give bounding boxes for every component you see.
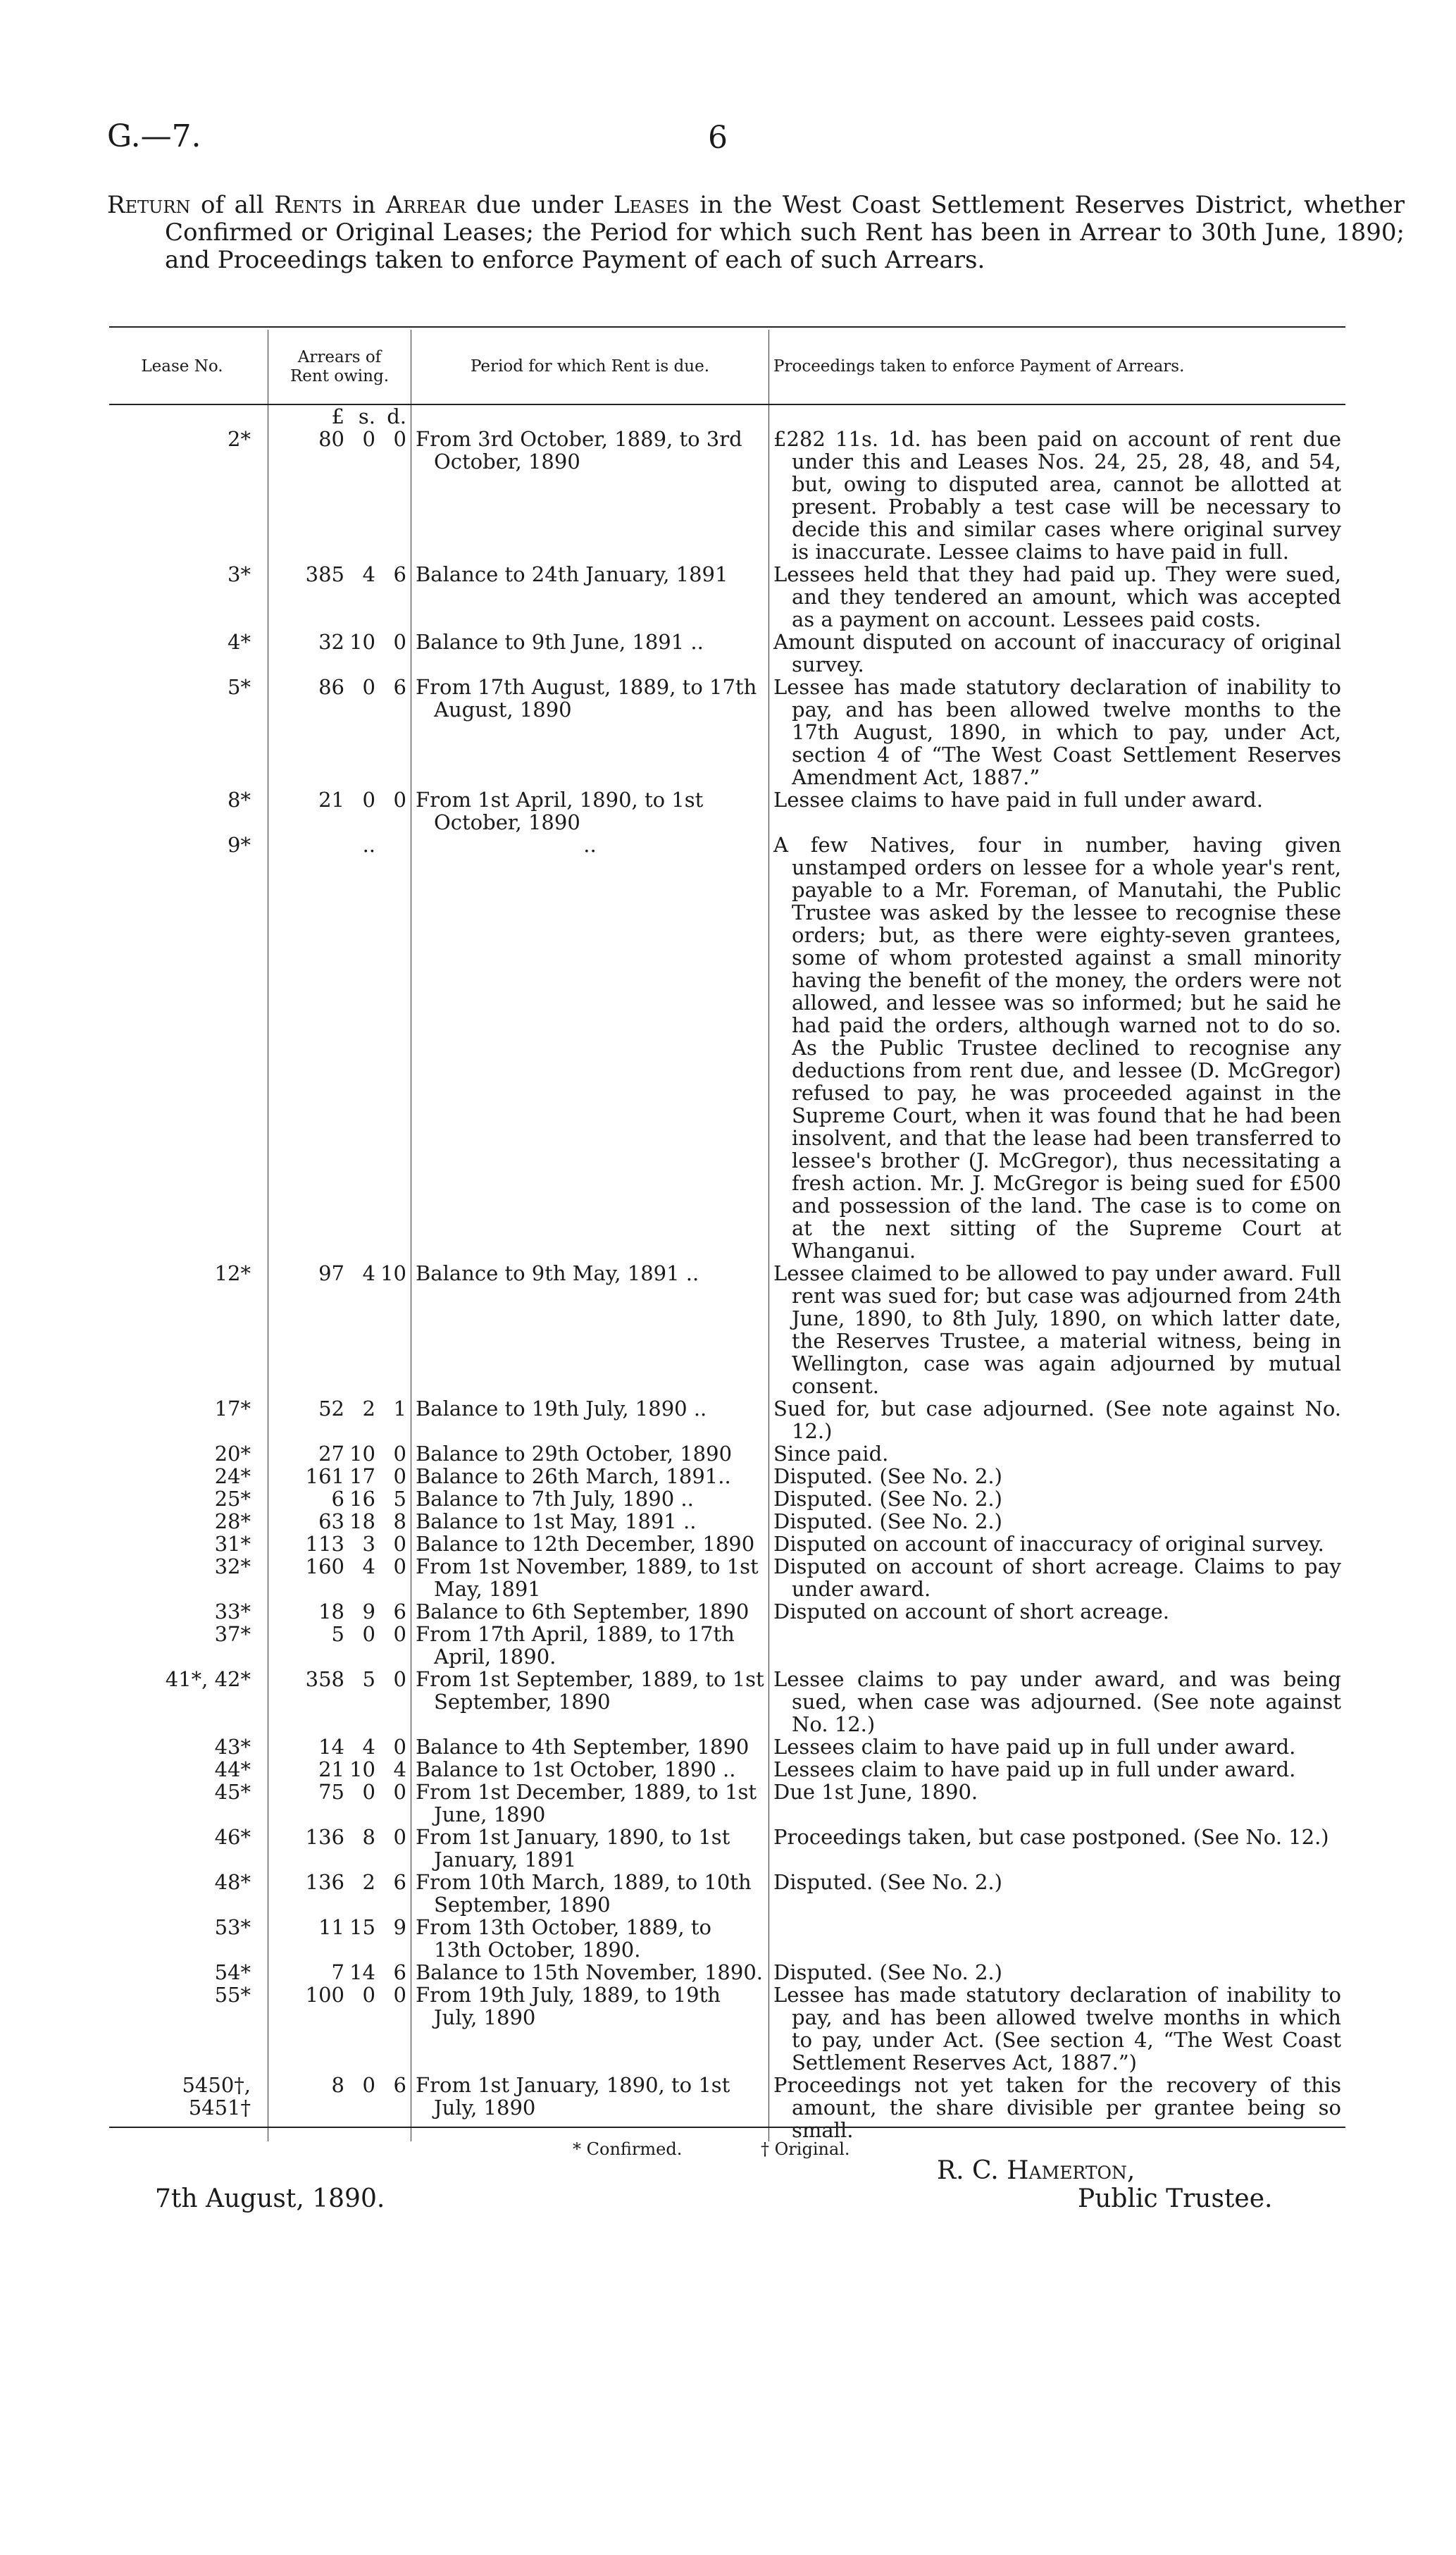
arrears-pence: 0 (393, 1622, 406, 1646)
arrears-amount (268, 676, 411, 788)
lease-number: 31* (214, 1532, 251, 1556)
arrears-pounds: 32 (318, 630, 344, 654)
proceedings-text: Lessee claims to pay under award, and was being sued, when case was adjourned. (See note against No. 12.) (769, 1668, 1346, 1736)
arrears-shillings: 0 (362, 1983, 375, 2007)
signatory-title: Public Trustee. (1078, 2184, 1273, 2213)
table-row (109, 1736, 1345, 1758)
rent-period: .. (411, 834, 769, 1262)
page-number: 6 (708, 120, 728, 156)
table-row (109, 2074, 1345, 2141)
arrears-pence: 0 (393, 427, 406, 451)
proceedings-text: Since paid. (769, 1442, 1346, 1465)
table-row (109, 1826, 1345, 1871)
arrears-shillings: 0 (362, 1622, 375, 1646)
table-row (109, 1442, 1345, 1465)
title-text-3: due under (466, 191, 614, 219)
arrears-amount (268, 1961, 411, 1984)
arrears-pounds: 63 (318, 1509, 344, 1533)
arrears-amount (268, 631, 411, 676)
arrears-amount (268, 1442, 411, 1465)
arrears-amount (268, 1736, 411, 1758)
top-rule (109, 326, 1345, 328)
lease-number: 48* (214, 1870, 251, 1894)
arrears-amount (268, 2074, 411, 2141)
arrears-amount (268, 1916, 411, 1961)
arrears-pence (375, 834, 406, 856)
lease-number: 37* (214, 1622, 251, 1646)
proceedings-text: Disputed on account of short acreage. Claims to pay under award. (769, 1555, 1346, 1600)
col-header-arrears-line1: Arrears of (297, 347, 382, 366)
arrears-shillings: 0 (362, 675, 375, 699)
table-row (109, 1961, 1345, 1984)
table-row (109, 1781, 1345, 1826)
signatory-initials: R. C. (937, 2156, 1007, 2185)
table-row (109, 1533, 1345, 1555)
arrears-pounds: 100 (305, 1983, 344, 2007)
rent-period: From 1st November, 1889, to 1st May, 1891 (411, 1555, 769, 1600)
proceedings-text (769, 1916, 1346, 1961)
lease-number: 2* (228, 427, 251, 451)
rent-period: Balance to 12th December, 1890 (411, 1533, 769, 1555)
unit-shillings: s. (358, 404, 375, 428)
proceedings-text: £282 11s. 1d. has been paid on account of rent due under this and Leases Nos. 24, 25, 28, 48, and 54, but, owing to disputed area, cannot be allotted at present. Probably a test case will be necessary to decide this and similar cases where original survey is inaccurate. Lessee claims to have paid in full. (769, 428, 1346, 563)
arrears-amount (268, 1826, 411, 1871)
arrears-pounds: 5 (331, 1622, 344, 1646)
col-header-lease: Lease No. (109, 330, 268, 404)
col-header-period: Period for which Rent is due. (411, 330, 769, 404)
lease-number: 28* (214, 1509, 251, 1533)
proceedings-text: Disputed on account of short acreage. (769, 1600, 1346, 1623)
lease-number: 55* (214, 1983, 251, 2007)
arrears-amount (268, 1623, 411, 1668)
lease-number: 9* (228, 833, 251, 857)
arrears-pence: 6 (393, 1600, 406, 1623)
arrears-pence: 0 (393, 1464, 406, 1488)
table-row (109, 834, 1345, 1262)
lease-number: 46* (214, 1825, 251, 1849)
proceedings-text (769, 1623, 1346, 1668)
title-text-2: in (342, 191, 386, 219)
report-date: 7th August, 1890. (155, 2184, 385, 2213)
arrears-shillings: 4 (362, 1554, 375, 1578)
lease-number: 24* (214, 1464, 251, 1488)
proceedings-text: Lessee claimed to be allowed to pay under award. Full rent was sued for; but case was adjourned from 24th June, 1890, to 8th July, 1890, on which latter date, the Reserves Trustee, a material witness, being in Wellington, case was again adjourned by mutual consent. (769, 1262, 1346, 1397)
lease-number: 43* (214, 1735, 251, 1759)
arrears-amount (268, 1781, 411, 1826)
proceedings-text: Proceedings not yet taken for the recovery of this amount, the share divisible per grantee being so small. (769, 2074, 1346, 2141)
rent-period: From 10th March, 1889, to 10th September, 1890 (411, 1871, 769, 1916)
proceedings-text: Lessees held that they had paid up. They were sued, and they tendered an amount, which was accepted as a payment on account. Lessees paid costs. (769, 563, 1346, 631)
table-header-row (109, 330, 1345, 404)
arrears-amount (268, 834, 411, 1262)
arrears-shillings: 0 (362, 1780, 375, 1804)
arrears-pounds: 113 (305, 1532, 344, 1556)
arrears-pence: 0 (393, 1532, 406, 1556)
bottom-rule (109, 2127, 1345, 2128)
arrears-pounds: 136 (305, 1870, 344, 1894)
rent-period: Balance to 6th September, 1890 (411, 1600, 769, 1623)
lease-number: 54* (214, 1960, 251, 1984)
arrears-pence: 6 (393, 562, 406, 586)
table-row (109, 1510, 1345, 1533)
title-word-rents: Rents (274, 191, 342, 219)
arrears-pounds: 21 (318, 788, 344, 812)
arrears-shillings: 0 (362, 2073, 375, 2097)
arrears-shillings: 2 (362, 1870, 375, 1894)
arrears-pence: 0 (393, 1442, 406, 1466)
footnote-confirmed: * Confirmed. (573, 2139, 683, 2159)
arrears-amount (268, 1465, 411, 1487)
lease-number: 44* (214, 1757, 251, 1781)
lease-number: 45* (214, 1780, 251, 1804)
rent-period: Balance to 7th July, 1890 .. (411, 1487, 769, 1510)
title-word-return: Return (107, 191, 191, 219)
rent-period: From 1st December, 1889, to 1st June, 1890 (411, 1781, 769, 1826)
signatory-comma: , (1126, 2156, 1135, 2185)
proceedings-text: Proceedings taken, but case postponed. (See No. 12.) (769, 1826, 1346, 1871)
arrears-pounds: 18 (318, 1600, 344, 1623)
signatory-name (937, 2156, 1135, 2185)
proceedings-text: Lessees claim to have paid up in full under award. (769, 1736, 1346, 1758)
title-word-leases: Leases (613, 191, 690, 219)
arrears-pence: 0 (393, 1825, 406, 1849)
arrears-pounds: 358 (305, 1667, 344, 1691)
table-row (109, 788, 1345, 834)
lease-number: 4* (228, 630, 251, 654)
return-title (107, 192, 1405, 274)
lease-number: 12* (214, 1261, 251, 1285)
arrears-pounds: 385 (305, 562, 344, 586)
lease-number: 8* (228, 788, 251, 812)
lease-number: 32* (214, 1554, 251, 1578)
arrears-pounds: 160 (305, 1554, 344, 1578)
arrears-amount (268, 1871, 411, 1916)
lease-number: 41*, 42* (165, 1667, 251, 1691)
arrears-pence: 1 (393, 1397, 406, 1421)
rent-period: From 13th October, 1889, to 13th October, 1890. (411, 1916, 769, 1961)
table-row (109, 1871, 1345, 1916)
proceedings-text: Disputed. (See No. 2.) (769, 1961, 1346, 1984)
proceedings-text: Amount disputed on account of inaccuracy of original survey. (769, 631, 1346, 676)
arrears-pence: 0 (393, 1667, 406, 1691)
proceedings-text: Disputed. (See No. 2.) (769, 1871, 1346, 1916)
proceedings-text: Lessee has made statutory declaration of inability to pay, and has been allowed twelve months in which to pay, under Act. (See section 4, “The West Coast Settlement Reserves Act, 1887.”) (769, 1984, 1346, 2074)
arrears-shillings: 5 (362, 1667, 375, 1691)
rent-period: From 17th April, 1889, to 17th April, 1890. (411, 1623, 769, 1668)
rent-period: Balance to 9th June, 1891 .. (411, 631, 769, 676)
arrears-shillings: 14 (349, 1960, 375, 1984)
footnote-original: † Original. (761, 2139, 850, 2159)
unit-pence: d. (387, 404, 406, 428)
arrears-amount (268, 788, 411, 834)
lease-number: 33* (214, 1600, 251, 1623)
arrears-shillings: 0 (362, 788, 375, 812)
rent-period: From 19th July, 1889, to 19th July, 1890 (411, 1984, 769, 2074)
rent-period: Balance to 24th January, 1891 (411, 563, 769, 631)
arrears-pence: 8 (393, 1509, 406, 1533)
arrears-shillings: 3 (362, 1532, 375, 1556)
arrears-amount (268, 1397, 411, 1442)
proceedings-text: Disputed. (See No. 2.) (769, 1487, 1346, 1510)
arrears-pounds: 7 (331, 1960, 344, 1984)
table-row (109, 1262, 1345, 1397)
rent-period: From 3rd October, 1889, to 3rd October, 1890 (411, 428, 769, 563)
table-row (109, 631, 1345, 676)
arrears-pence: 4 (393, 1757, 406, 1781)
arrears-amount (268, 428, 411, 563)
arrears-pence: 0 (393, 1780, 406, 1804)
table-row (109, 1916, 1345, 1961)
proceedings-text: Lessees claim to have paid up in full under award. (769, 1758, 1346, 1781)
arrears-pence: 6 (393, 1960, 406, 1984)
table-row (109, 563, 1345, 631)
table-row (109, 1487, 1345, 1510)
arrears-pounds: 161 (305, 1464, 344, 1488)
proceedings-text: Sued for, but case adjourned. (See note against No. 12.) (769, 1397, 1346, 1442)
arrears-pence: 0 (393, 1554, 406, 1578)
arrears-pence: 10 (380, 1261, 406, 1285)
title-text-4: in the West Coast Settlement Reserves District, whether Confirmed or Original Leases; the Period for which such Rent has been in Arrear to 30th June, 1890; and Proceedings taken to enforce Payment of each of such Arrears. (165, 191, 1405, 274)
arrears-pounds: 80 (318, 427, 344, 451)
arrears-amount (268, 1758, 411, 1781)
arrears-amount (268, 1668, 411, 1736)
arrears-shillings: 17 (349, 1464, 375, 1488)
lease-number: 17* (214, 1397, 251, 1421)
rent-period: Balance to 1st October, 1890 .. (411, 1758, 769, 1781)
lease-number: 53* (214, 1915, 251, 1939)
arrears-shillings: 4 (362, 562, 375, 586)
arrears-pence: 5 (393, 1487, 406, 1511)
proceedings-text: Disputed on account of inaccuracy of original survey. (769, 1533, 1346, 1555)
arrears-pence: 0 (393, 630, 406, 654)
arrears-pounds: 11 (318, 1915, 344, 1939)
col-header-arrears-line2: Rent owing. (290, 366, 390, 385)
arrears-shillings: 9 (362, 1600, 375, 1623)
arrears-pounds: 75 (318, 1780, 344, 1804)
lease-number: 3* (228, 562, 251, 586)
arrears-pounds: 97 (318, 1261, 344, 1285)
proceedings-text: Lessee has made statutory declaration of inability to pay, and has been allowed twelve months to the 17th August, 1890, in which to pay, under Act, section 4 of “The West Coast Settlement Reserves Amendment Act, 1887.” (769, 676, 1346, 788)
rent-period: From 1st September, 1889, to 1st September, 1890 (411, 1668, 769, 1736)
table-row (109, 1668, 1345, 1736)
arrears-pounds: 136 (305, 1825, 344, 1849)
arrears-pounds: 14 (318, 1735, 344, 1759)
rent-period: Balance to 26th March, 1891.. (411, 1465, 769, 1487)
table-row (109, 1555, 1345, 1600)
table-row (109, 1600, 1345, 1623)
title-word-arrear: Arrear (385, 191, 466, 219)
lease-number: 5* (228, 675, 251, 699)
arrears-pence: 0 (393, 788, 406, 812)
arrears-pence: 6 (393, 2073, 406, 2097)
rent-period: From 1st April, 1890, to 1st October, 1890 (411, 788, 769, 834)
table-row (109, 1465, 1345, 1487)
arrears-pounds: 86 (318, 675, 344, 699)
arrears-shillings: .. (362, 833, 375, 857)
signatory-surname: Hamerton (1007, 2156, 1127, 2185)
table-row (109, 428, 1345, 563)
rent-period: Balance to 1st May, 1891 .. (411, 1510, 769, 1533)
arrears-table (109, 330, 1345, 2141)
arrears-pence: 0 (393, 1983, 406, 2007)
lease-number: 5450†, 5451† (182, 2073, 251, 2120)
arrears-pence: 6 (393, 675, 406, 699)
rent-period: Balance to 19th July, 1890 .. (411, 1397, 769, 1442)
rent-period: From 1st January, 1890, to 1st July, 1890 (411, 2074, 769, 2141)
arrears-shillings: 2 (362, 1397, 375, 1421)
proceedings-text: Disputed. (See No. 2.) (769, 1510, 1346, 1533)
arrears-shillings: 4 (362, 1735, 375, 1759)
rent-period: Balance to 4th September, 1890 (411, 1736, 769, 1758)
arrears-amount (268, 1533, 411, 1555)
arrears-pounds: 6 (331, 1487, 344, 1511)
arrears-pounds: 21 (318, 1757, 344, 1781)
arrears-shillings: 10 (349, 1757, 375, 1781)
document-series: G.—7. (107, 118, 201, 154)
arrears-amount (268, 1600, 411, 1623)
arrears-amount (268, 1510, 411, 1533)
arrears-pounds (305, 834, 344, 856)
proceedings-text: Lessee claims to have paid in full under award. (769, 788, 1346, 834)
unit-pounds: £ (331, 404, 344, 428)
arrears-amount (268, 563, 411, 631)
rent-period: Balance to 15th November, 1890. (411, 1961, 769, 1984)
proceedings-text: A few Natives, four in number, having given unstamped orders on lessee for a whole year's rent, payable to a Mr. Foreman, of Manutahi, the Public Trustee was asked by the lessee to recognise these orders; but, as there were eighty-seven grantees, some of whom protested against a small minority having the benefit of the money, the orders were not allowed, and lessee was so informed; but he said he had paid the orders, although warned not to do so. As the Public Trustee declined to recognise any deductions from rent due, and lessee (D. McGregor) refused to pay, he was proceeded against in the Supreme Court, when it was found that he had been insolvent, and that the lease had been transferred to lessee's brother (J. McGregor), thus necessitating a fresh action. Mr. J. McGregor is being sued for £500 and possession of the land. The case is to come on at the next sitting of the Supreme Court at Whanganui. (769, 834, 1346, 1262)
rent-period: Balance to 29th October, 1890 (411, 1442, 769, 1465)
proceedings-text: Disputed. (See No. 2.) (769, 1465, 1346, 1487)
arrears-pence: 0 (393, 1735, 406, 1759)
table-row (109, 676, 1345, 788)
arrears-shillings: 8 (362, 1825, 375, 1849)
arrears-shillings: 16 (349, 1487, 375, 1511)
arrears-amount (268, 1984, 411, 2074)
lease-number: 20* (214, 1442, 251, 1466)
title-text-1: of all (190, 191, 275, 219)
arrears-pence: 9 (393, 1915, 406, 1939)
proceedings-text: Due 1st June, 1890. (769, 1781, 1346, 1826)
arrears-amount (268, 1555, 411, 1600)
rent-period: Balance to 9th May, 1891 .. (411, 1262, 769, 1397)
col-header-proceedings: Proceedings taken to enforce Payment of Arrears. (769, 330, 1346, 404)
rent-period: From 1st January, 1890, to 1st January, 1891 (411, 1826, 769, 1871)
arrears-shillings: 18 (349, 1509, 375, 1533)
arrears-pounds: 27 (318, 1442, 344, 1466)
lease-number: 25* (214, 1487, 251, 1511)
currency-units-row (109, 404, 1345, 428)
arrears-shillings: 10 (349, 630, 375, 654)
arrears-shillings: 10 (349, 1442, 375, 1466)
arrears-pence: 6 (393, 1870, 406, 1894)
table-row (109, 1758, 1345, 1781)
table-row (109, 1397, 1345, 1442)
rent-period: From 17th August, 1889, to 17th August, 1890 (411, 676, 769, 788)
arrears-amount (268, 1487, 411, 1510)
arrears-shillings: 4 (362, 1261, 375, 1285)
table-row (109, 1623, 1345, 1668)
arrears-amount (268, 1262, 411, 1397)
col-header-arrears (268, 330, 411, 404)
arrears-pounds: 8 (331, 2073, 344, 2097)
arrears-shillings: 15 (349, 1915, 375, 1939)
table-row (109, 1984, 1345, 2074)
arrears-pounds: 52 (318, 1397, 344, 1421)
arrears-shillings: 0 (362, 427, 375, 451)
